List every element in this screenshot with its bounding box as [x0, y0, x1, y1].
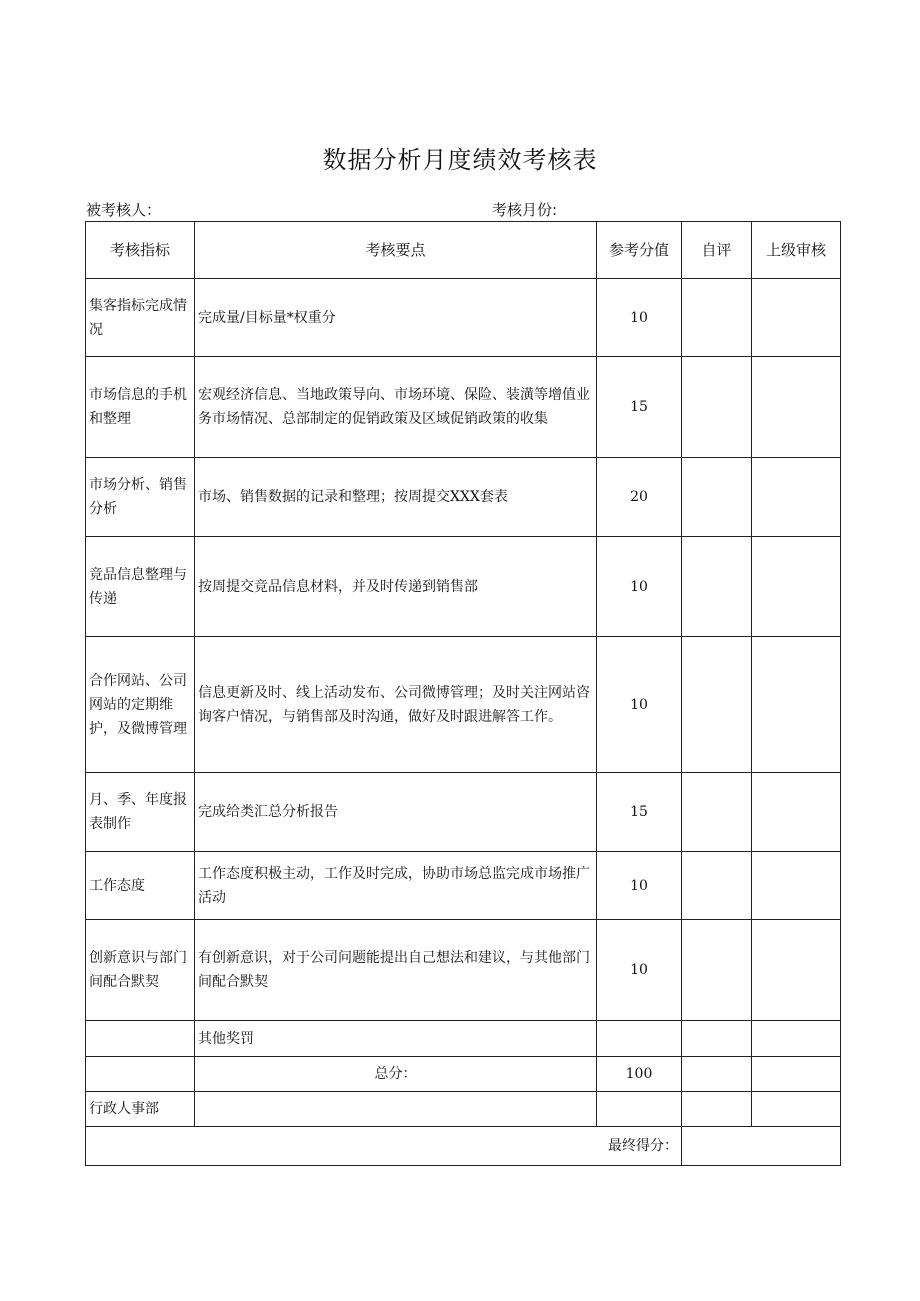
other-score-cell[interactable] — [597, 1021, 682, 1057]
page-title: 数据分析月度绩效考核表 — [322, 146, 598, 174]
table-row — [86, 357, 841, 458]
admin-points-cell[interactable] — [195, 1092, 597, 1127]
admin-self-cell[interactable] — [682, 1092, 752, 1127]
month-label: 考核月份: — [492, 201, 558, 219]
table-row — [86, 279, 841, 357]
total-indicator-cell — [86, 1057, 195, 1092]
admin-review-cell[interactable] — [752, 1092, 841, 1127]
review-cell[interactable] — [752, 458, 841, 537]
total-row — [86, 1057, 841, 1092]
self-eval-cell[interactable] — [682, 773, 752, 852]
assessment-table — [85, 221, 841, 1166]
indicator-cell: 竞品信息整理与传递 — [86, 537, 195, 637]
score-cell: 10 — [597, 537, 682, 637]
other-review-cell[interactable] — [752, 1021, 841, 1057]
col-header-indicator: 考核指标 — [86, 222, 195, 279]
final-row — [86, 1127, 841, 1166]
review-cell[interactable] — [752, 773, 841, 852]
other-self-cell[interactable] — [682, 1021, 752, 1057]
self-eval-cell[interactable] — [682, 458, 752, 537]
table-row — [86, 920, 841, 1021]
table-row — [86, 458, 841, 537]
score-cell: 20 — [597, 458, 682, 537]
points-cell: 工作态度积极主动，工作及时完成，协助市场总监完成市场推广活动 — [195, 852, 597, 920]
admin-label: 行政人事部 — [86, 1092, 195, 1127]
self-eval-cell[interactable] — [682, 852, 752, 920]
points-cell: 有创新意识，对于公司问题能提出自己想法和建议，与其他部门间配合默契 — [195, 920, 597, 1021]
table-row — [86, 637, 841, 773]
other-row — [86, 1021, 841, 1057]
indicator-cell: 工作态度 — [86, 852, 195, 920]
review-cell[interactable] — [752, 279, 841, 357]
table-row — [86, 773, 841, 852]
review-cell[interactable] — [752, 537, 841, 637]
self-eval-cell[interactable] — [682, 537, 752, 637]
total-review-cell[interactable] — [752, 1057, 841, 1092]
indicator-cell: 集客指标完成情况 — [86, 279, 195, 357]
final-score-label: 最终得分： — [86, 1127, 682, 1166]
table-row — [86, 537, 841, 637]
indicator-cell: 市场分析、销售分析 — [86, 458, 195, 537]
admin-row — [86, 1092, 841, 1127]
review-cell[interactable] — [752, 357, 841, 458]
examinee-label: 被考核人： — [86, 201, 162, 219]
score-cell: 15 — [597, 773, 682, 852]
review-cell[interactable] — [752, 637, 841, 773]
points-cell: 信息更新及时、线上活动发布、公司微博管理；及时关注网站咨询客户情况，与销售部及时沟通，做好及时跟进解答工作。 — [195, 637, 597, 773]
review-cell[interactable] — [752, 920, 841, 1021]
indicator-cell: 合作网站、公司网站的定期维护，及微博管理 — [86, 637, 195, 773]
score-cell: 10 — [597, 920, 682, 1021]
points-cell: 宏观经济信息、当地政策导向、市场环境、保险、装潢等增值业务市场情况、总部制定的促销政策及区域促销政策的收集 — [195, 357, 597, 458]
total-self-cell[interactable] — [682, 1057, 752, 1092]
header-row — [86, 222, 841, 279]
col-header-self: 自评 — [682, 222, 752, 279]
points-cell: 市场、销售数据的记录和整理；按周提交XXX套表 — [195, 458, 597, 537]
points-cell: 按周提交竞品信息材料，并及时传递到销售部 — [195, 537, 597, 637]
total-label: 总分： — [195, 1057, 597, 1092]
indicator-cell: 创新意识与部门间配合默契 — [86, 920, 195, 1021]
score-cell: 10 — [597, 279, 682, 357]
total-value: 100 — [597, 1057, 682, 1092]
self-eval-cell[interactable] — [682, 920, 752, 1021]
review-cell[interactable] — [752, 852, 841, 920]
indicator-cell: 市场信息的手机和整理 — [86, 357, 195, 458]
col-header-points: 考核要点 — [195, 222, 597, 279]
col-header-review: 上级审核 — [752, 222, 841, 279]
score-cell: 10 — [597, 852, 682, 920]
indicator-cell: 月、季、年度报表制作 — [86, 773, 195, 852]
final-score-cell[interactable] — [682, 1127, 841, 1166]
admin-score-cell[interactable] — [597, 1092, 682, 1127]
self-eval-cell[interactable] — [682, 357, 752, 458]
score-cell: 10 — [597, 637, 682, 773]
other-label: 其他奖罚 — [195, 1021, 597, 1057]
points-cell: 完成量/目标量*权重分 — [195, 279, 597, 357]
col-header-score: 参考分值 — [597, 222, 682, 279]
points-cell: 完成给类汇总分析报告 — [195, 773, 597, 852]
self-eval-cell[interactable] — [682, 637, 752, 773]
self-eval-cell[interactable] — [682, 279, 752, 357]
table-row — [86, 852, 841, 920]
score-cell: 15 — [597, 357, 682, 458]
other-indicator-cell — [86, 1021, 195, 1057]
